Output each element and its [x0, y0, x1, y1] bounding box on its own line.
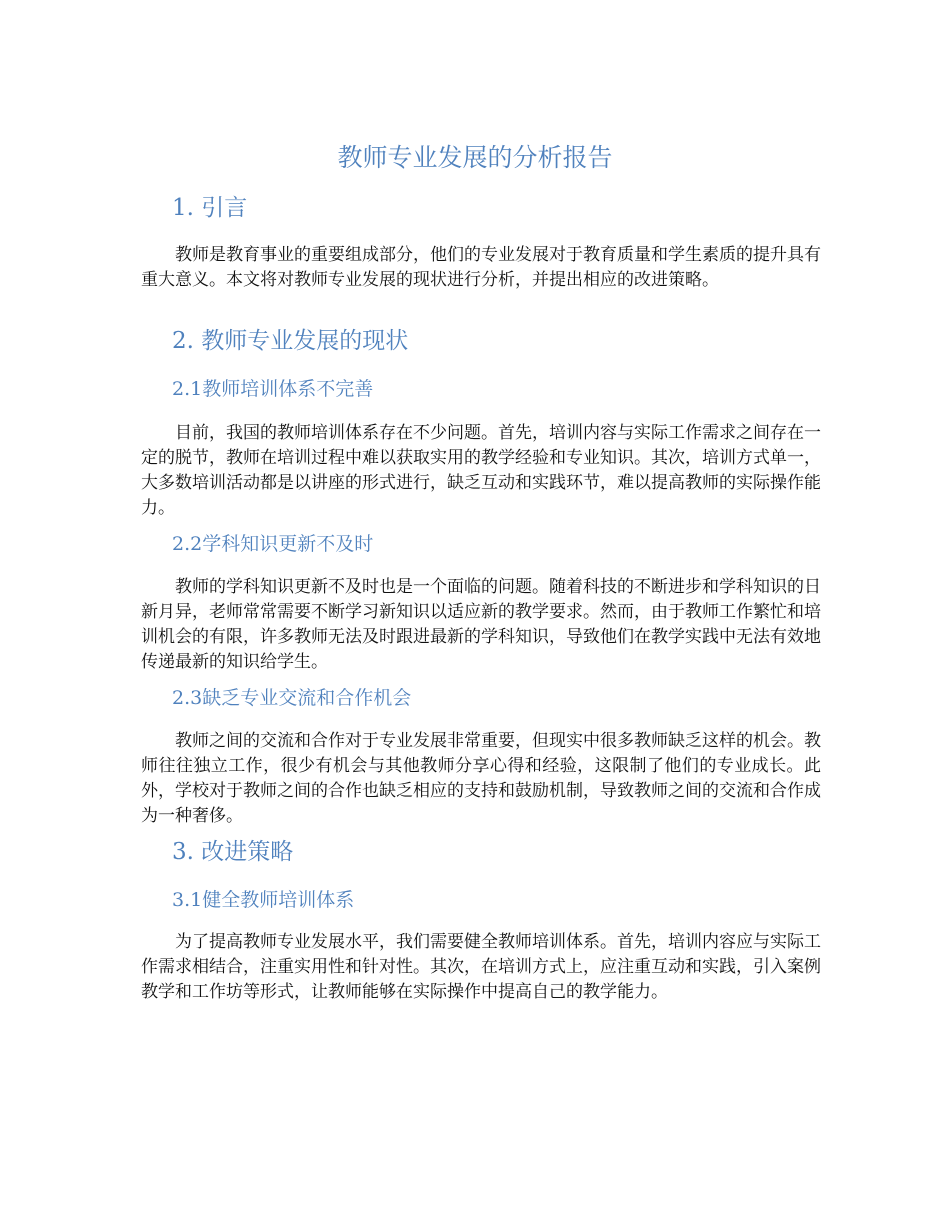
- subsection-heading-knowledge-update: 2.2学科知识更新不及时: [172, 533, 374, 555]
- paragraph-improve-training: 为了提高教师专业发展水平，我们需要健全教师培训体系。首先，培训内容应与实际工作需求相结合，注重实用性和针对性。其次，在培训方式上，应注重互动和实践，引入案例教学和工作坊等形式，让教师能够在实际操作中提高自己的教学能力。: [141, 932, 821, 1002]
- section-heading-introduction: 1. 引言: [172, 195, 248, 221]
- paragraph-knowledge-update: 教师的学科知识更新不及时也是一个面临的问题。随着科技的不断进步和学科知识的日新月异，老师常常需要不断学习新知识以适应新的教学要求。然而，由于教师工作繁忙和培训机会的有限，许多教师无法及时跟进最新的学科知识，导致他们在教学实践中无法有效地传递最新的知识给学生。: [141, 577, 821, 672]
- subsection-heading-improve-training: 3.1健全教师培训体系: [172, 889, 355, 911]
- subsection-heading-collaboration: 2.3缺乏专业交流和合作机会: [172, 687, 412, 709]
- section-heading-strategies: 3. 改进策略: [172, 839, 294, 865]
- paragraph-collaboration: 教师之间的交流和合作对于专业发展非常重要，但现实中很多教师缺乏这样的机会。教师往往独立工作，很少有机会与其他教师分享心得和经验，这限制了他们的专业成长。此外，学校对于教师之间的合作也缺乏相应的支持和鼓励机制，导致教师之间的交流和合作成为一种奢侈。: [141, 731, 821, 826]
- paragraph-introduction: 教师是教育事业的重要组成部分，他们的专业发展对于教育质量和学生素质的提升具有重大意义。本文将对教师专业发展的现状进行分析，并提出相应的改进策略。: [141, 245, 821, 290]
- subsection-heading-training-system: 2.1教师培训体系不完善: [172, 378, 374, 400]
- paragraph-training-system: 目前，我国的教师培训体系存在不少问题。首先，培训内容与实际工作需求之间存在一定的脱节，教师在培训过程中难以获取实用的教学经验和专业知识。其次，培训方式单一，大多数培训活动都是以讲座的形式进行，缺乏互动和实践环节，难以提高教师的实际操作能力。: [141, 423, 821, 518]
- section-heading-current-status: 2. 教师专业发展的现状: [172, 328, 409, 354]
- document-title: 教师专业发展的分析报告: [337, 143, 613, 172]
